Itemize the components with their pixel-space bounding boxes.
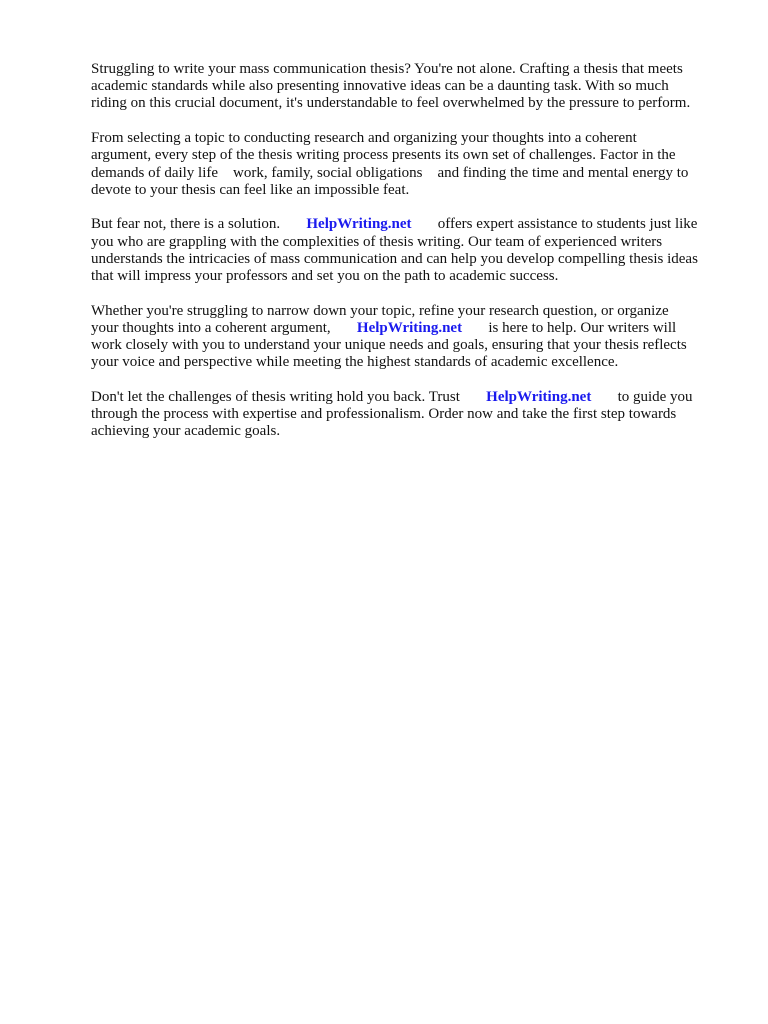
text-segment: But fear not, there is a solution. xyxy=(91,216,307,233)
paragraph-help xyxy=(91,303,731,372)
document-body xyxy=(91,61,731,458)
paragraph-challenges xyxy=(91,130,731,199)
text-line: you who are grappling with the complexities of thesis writing. Our team of experienced writers xyxy=(91,233,663,250)
text-line: academic standards while also presenting innovative ideas can be a daunting task. With so much xyxy=(91,78,669,95)
text-segment: is here to help. Our writers will xyxy=(462,319,677,336)
text-line: your voice and perspective while meeting the highest standards of academic excellence. xyxy=(91,354,619,371)
helpwriting-link[interactable]: HelpWriting.net xyxy=(356,319,463,336)
text-line: argument, every step of the thesis writing process presents its own set of challenges. Factor in the xyxy=(91,147,676,164)
text-line: demands of daily life work, family, social obligations and finding the time and mental energy to xyxy=(91,164,689,181)
paragraph-intro xyxy=(91,61,731,113)
text-segment: Don't let the challenges of thesis writing hold you back. Trust xyxy=(91,389,487,406)
text-line: devote to your thesis can feel like an impossible feat. xyxy=(91,181,410,198)
text-line: Struggling to write your mass communication thesis? You're not alone. Crafting a thesis that meets xyxy=(91,61,683,77)
text-line xyxy=(91,320,731,337)
text-segment: to guide you xyxy=(591,389,693,406)
text-line: through the process with expertise and professionalism. Order now and take the first step towards xyxy=(91,406,677,423)
paragraph-solution xyxy=(91,216,731,285)
text-line: understands the intricacies of mass communication and can help you develop compelling thesis ideas xyxy=(91,250,698,267)
text-segment: offers expert assistance to students just like xyxy=(411,216,698,233)
text-line: From selecting a topic to conducting research and organizing your thoughts into a coherent xyxy=(91,130,637,147)
text-line: that will impress your professors and set you on the path to academic success. xyxy=(91,268,559,285)
text-line: work closely with you to understand your unique needs and goals, ensuring that your thesis reflects xyxy=(91,337,687,354)
text-line xyxy=(91,389,731,406)
text-line xyxy=(91,216,731,233)
text-line: achieving your academic goals. xyxy=(91,423,281,440)
text-line: Whether you're struggling to narrow down your topic, refine your research question, or organize xyxy=(91,302,669,319)
helpwriting-link[interactable]: HelpWriting.net xyxy=(306,216,412,233)
text-segment: your thoughts into a coherent argument, xyxy=(91,319,357,336)
text-line: riding on this crucial document, it's understandable to feel overwhelmed by the pressure to perform. xyxy=(91,95,691,112)
paragraph-closing xyxy=(91,389,731,441)
helpwriting-link[interactable]: HelpWriting.net xyxy=(486,389,592,406)
